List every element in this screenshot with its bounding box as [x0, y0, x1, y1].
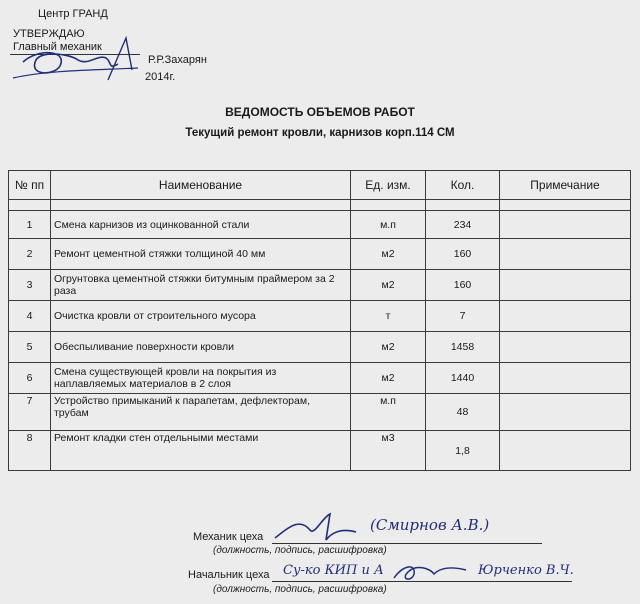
chief-handwritten-title: Су-ко КИП и А: [283, 563, 384, 578]
row-num: 5: [9, 332, 51, 363]
mechanic-label: Механик цеха: [193, 531, 264, 543]
row-name: Обеспыливание поверхности кровли: [51, 332, 351, 363]
col-header-note: Примечание: [500, 171, 631, 200]
row-name: Огрунтовка цементной стяжки битумным праймером за 2 раза: [51, 270, 351, 301]
row-unit: м2: [351, 239, 426, 270]
row-qty: 1440: [426, 363, 500, 394]
row-name: Смена карнизов из оцинкованной стали: [51, 211, 351, 239]
row-note: [500, 239, 631, 270]
row-note: [500, 301, 631, 332]
col-header-unit: Ед. изм.: [351, 171, 426, 200]
row-unit: м2: [351, 363, 426, 394]
row-note: [500, 394, 631, 431]
row-note: [500, 332, 631, 363]
approver-signature: [8, 30, 148, 90]
row-unit: м.п: [351, 394, 426, 431]
row-qty: 48: [426, 394, 500, 431]
row-num: 7: [9, 394, 51, 431]
col-header-qty: Кол.: [426, 171, 500, 200]
table-row: [9, 394, 631, 431]
row-note: [500, 431, 631, 471]
row-name: Ремонт цементной стяжки толщиной 40 мм: [51, 239, 351, 270]
chief-signature: [390, 558, 470, 586]
row-name: Устройство примыканий к парапетам, дефлекторам, трубам: [51, 394, 351, 431]
row-num: 8: [9, 431, 51, 471]
row-name: Смена существующей кровли на покрытия из наплавляемых материалов в 2 слоя: [51, 363, 351, 394]
row-qty: 7: [426, 301, 500, 332]
col-header-num: № пп: [9, 171, 51, 200]
row-qty: 160: [426, 270, 500, 301]
table-row: [9, 332, 631, 363]
table-row: [9, 301, 631, 332]
row-num: 4: [9, 301, 51, 332]
approve-label: УТВЕРЖДАЮ: [13, 28, 85, 40]
col-header-name: Наименование: [51, 171, 351, 200]
row-qty: 160: [426, 239, 500, 270]
row-qty: 234: [426, 211, 500, 239]
works-table: [8, 170, 631, 471]
table-row: [9, 363, 631, 394]
spacer-row: [9, 200, 631, 211]
approval-year: 2014г.: [145, 71, 176, 83]
table-row: [9, 239, 631, 270]
document-subtitle: Текущий ремонт кровли, карнизов корп.114 СМ: [185, 127, 455, 139]
chief-label: Начальник цеха: [188, 569, 270, 581]
row-note: [500, 211, 631, 239]
row-unit: т: [351, 301, 426, 332]
table-header-row: [9, 171, 631, 200]
row-num: 2: [9, 239, 51, 270]
row-num: 3: [9, 270, 51, 301]
row-name: Ремонт кладки стен отдельными местами: [51, 431, 351, 471]
row-note: [500, 270, 631, 301]
row-unit: м2: [351, 270, 426, 301]
table-row: [9, 431, 631, 471]
row-qty: 1458: [426, 332, 500, 363]
org-name: Центр ГРАНД: [38, 8, 108, 20]
row-num: 1: [9, 211, 51, 239]
table-row: [9, 270, 631, 301]
document-title: ВЕДОМОСТЬ ОБЪЕМОВ РАБОТ: [225, 105, 415, 119]
mechanic-signature: [270, 508, 360, 548]
mechanic-caption: (должность, подпись, расшифровка): [213, 545, 387, 556]
table-row: [9, 211, 631, 239]
approver-name: Р.Р.Захарян: [148, 54, 207, 66]
chief-handwritten-name: Юрченко В.Ч.: [478, 563, 574, 578]
row-unit: м.п: [351, 211, 426, 239]
row-qty: 1,8: [426, 431, 500, 471]
approver-position: Главный механик: [13, 41, 102, 53]
row-note: [500, 363, 631, 394]
row-num: 6: [9, 363, 51, 394]
row-unit: м2: [351, 332, 426, 363]
row-name: Очистка кровли от строительного мусора: [51, 301, 351, 332]
row-unit: м3: [351, 431, 426, 471]
mechanic-handwritten-name: (Смирнов А.В.): [370, 516, 490, 534]
chief-caption: (должность, подпись, расшифровка): [213, 584, 387, 595]
